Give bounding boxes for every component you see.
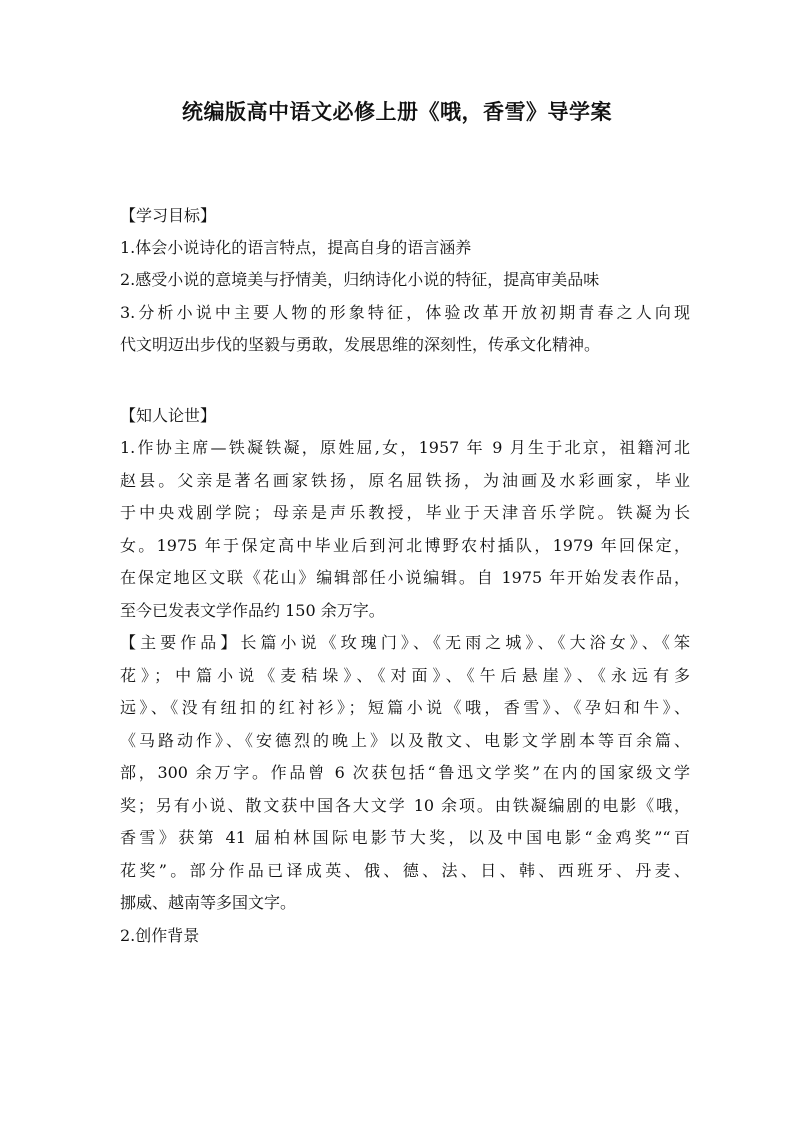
works-line-7: 香雪》获第 41 届柏林国际电影节大奖，以及中国电影“金鸡奖”“百 — [120, 828, 690, 847]
goals-heading: 【学习目标】 — [120, 206, 217, 225]
background-line-6: 至今已发表文学作品约 150 余万字。 — [120, 601, 385, 620]
goal-item-3: 3.分析小说中主要人物的形象特征，体验改革开放初期青春之人向现 — [120, 303, 690, 322]
background-line-4: 女。1975 年于保定高中毕业后到河北博野农村插队，1979 年回保定， — [120, 536, 690, 555]
background-line-1: 1.作协主席—铁凝铁凝，原姓屈,女，1957 年 9 月生于北京，祖籍河北 — [120, 438, 690, 457]
background-line-5: 在保定地区文联《花山》编辑部任小说编辑。自 1975 年开始发表作品， — [120, 568, 690, 587]
works-line-4: 《马路动作》、《安德烈的晚上》以及散文、电影文学剧本等百余篇、 — [120, 731, 690, 750]
works-line-3: 远》、《没有纽扣的红衬衫》；短篇小说《哦，香雪》、《孕妇和牛》、 — [120, 698, 690, 717]
goal-item-1: 1.体会小说诗化的语言特点，提高自身的语言涵养 — [120, 238, 472, 257]
works-line-6: 奖；另有小说、散文获中国各大文学 10 余项。由铁凝编剧的电影《哦， — [120, 796, 690, 815]
works-line-1: 【主要作品】长篇小说《玫瑰门》、《无雨之城》、《大浴女》、《笨 — [120, 633, 690, 652]
creation-background-heading: 2.创作背景 — [120, 926, 200, 945]
works-line-8: 花奖”。部分作品已译成英、俄、德、法、日、韩、西班牙、丹麦、 — [120, 861, 690, 880]
goal-item-3-continued: 代文明迈出步伐的坚毅与勇敢，发展思维的深刻性，传承文化精神。 — [120, 335, 601, 354]
works-line-5: 部，300 余万字。作品曾 6 次获包括“鲁迅文学奖”在内的国家级文学 — [120, 763, 690, 782]
document-title: 统编版高中语文必修上册《哦，香雪》导学案 — [182, 99, 612, 124]
works-line-2: 花》；中篇小说《麦秸垛》、《对面》、《午后悬崖》、《永远有多 — [120, 666, 690, 685]
works-line-9: 挪威、越南等多国文字。 — [120, 893, 297, 912]
background-line-2: 赵县。父亲是著名画家铁扬，原名屈铁扬，为油画及水彩画家，毕业 — [120, 471, 690, 490]
background-heading: 【知人论世】 — [120, 406, 217, 425]
goal-item-2: 2.感受小说的意境美与抒情美，归纳诗化小说的特征，提高审美品味 — [120, 270, 600, 289]
background-line-3: 于中央戏剧学院；母亲是声乐教授，毕业于天津音乐学院。铁凝为长 — [120, 503, 690, 522]
